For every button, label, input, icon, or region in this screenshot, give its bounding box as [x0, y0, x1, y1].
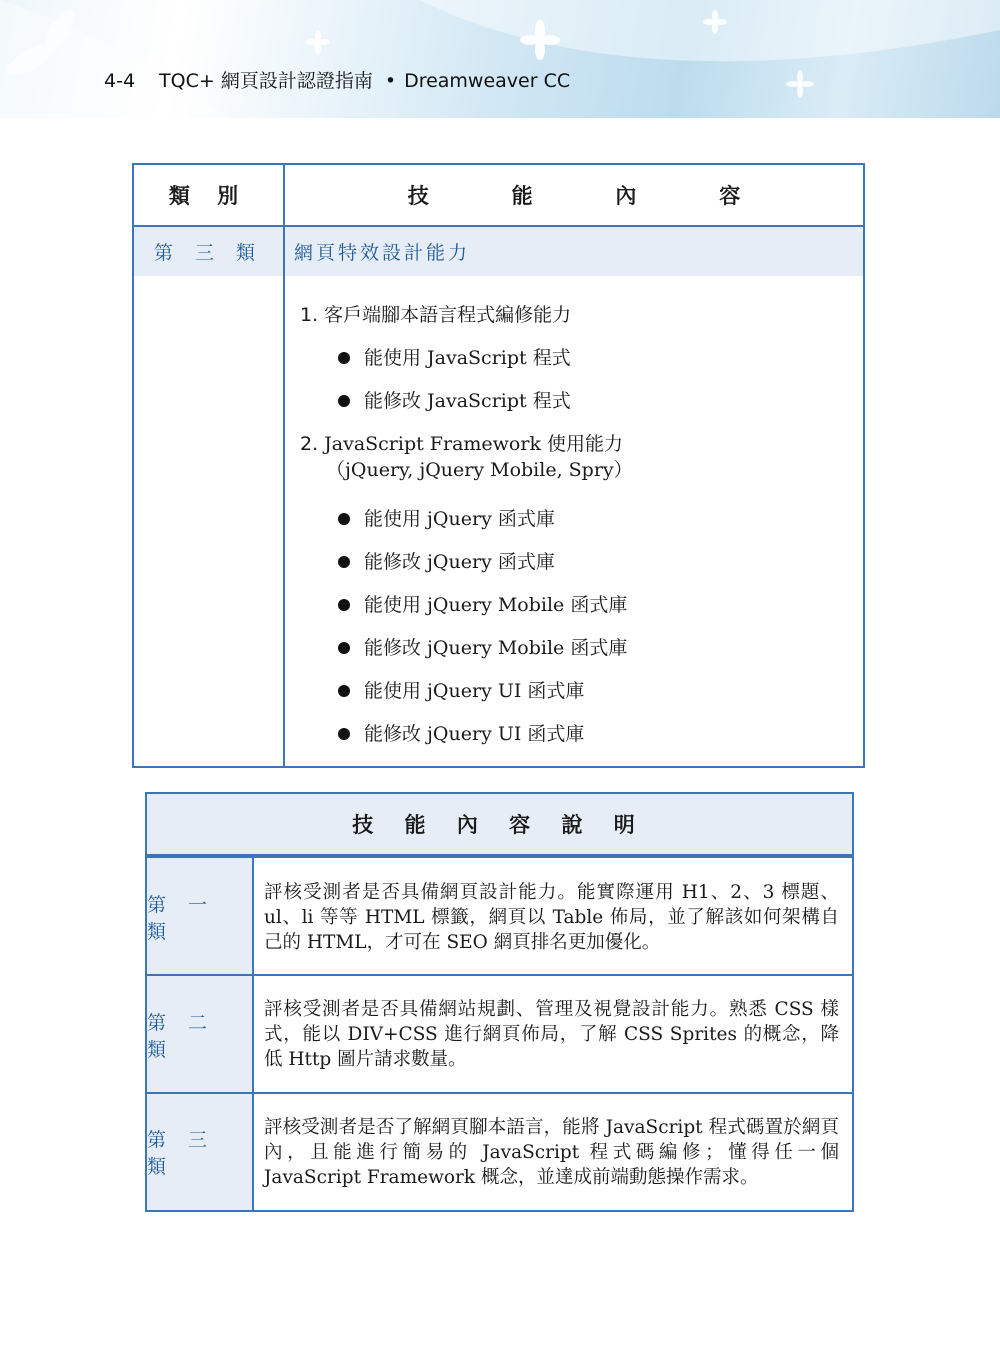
book-subtitle: Dreamweaver CC [404, 70, 571, 92]
header-skill-char: 內 [615, 184, 637, 208]
description-row [147, 1092, 852, 1210]
category-title: 網頁特效設計能力 [294, 242, 471, 264]
row-description-text: 評核受測者是否了解網頁腳本語言，能將 JavaScript 程式碼置於網頁內，且能進行簡易的 JavaScript 程式碼編修；懂得任一個 JavaScript Framework 概念，並達成前端動態操作需求。 [264, 1116, 839, 1188]
skills-list [300, 301, 860, 763]
description-row [147, 856, 852, 976]
description-row [147, 974, 852, 1093]
item-number: 1. [300, 304, 319, 326]
item-text: 客戶端腳本語言程式編修能力 [324, 304, 572, 326]
page-number: 4-4 [104, 70, 136, 92]
bullet-item [300, 634, 860, 677]
header-category: 類 別 [168, 184, 249, 208]
row-description [264, 1094, 839, 1210]
bullet-item [300, 344, 860, 387]
numbered-item [300, 301, 860, 344]
book-title: TQC+ 網頁設計認證指南 [159, 70, 373, 92]
bullet-text: 能使用 jQuery Mobile 函式庫 [364, 594, 628, 616]
skills-table [132, 163, 865, 768]
bullet-text: 能使用 jQuery 函式庫 [364, 508, 555, 530]
row-description-text: 評核受測者是否具備網頁設計能力。能實際運用 H1、2、3 標題、ul、li 等等 HTML 標籤，網頁以 Table 佈局，並了解該如何架構自己的 HTML，才可在 SEO 網頁排名更加優化。 [264, 881, 839, 953]
description-table-title: 技 能 內 容 說 明 [147, 794, 852, 856]
row-description-text: 評核受測者是否具備網站規劃、管理及視覺設計能力。熟悉 CSS 樣式，能以 DIV+CSS 進行網頁佈局，了解 CSS Sprites 的概念，降低 Http 圖片請求數量。 [264, 999, 839, 1070]
row-description [264, 858, 839, 976]
item-number: 2. [300, 433, 319, 455]
bullet-text: 能修改 jQuery Mobile 函式庫 [364, 637, 628, 659]
bullet-item [300, 591, 860, 634]
row-description [264, 976, 839, 1093]
column-divider [283, 165, 285, 766]
header-skill-char: 容 [719, 184, 741, 208]
bullet-item [300, 548, 860, 591]
bullet-item [300, 387, 860, 430]
bullet-text: 能使用 JavaScript 程式 [364, 347, 571, 369]
row-category: 第 三 類 [147, 1094, 254, 1210]
decorative-flowers [0, 0, 1000, 118]
bullet-text: 能使用 jQuery UI 函式庫 [364, 680, 585, 702]
header-skill-char: 能 [511, 184, 533, 208]
bullet-text: 能修改 jQuery UI 函式庫 [364, 723, 585, 745]
description-table [145, 792, 854, 1212]
bullet-item [300, 677, 860, 720]
item-text: JavaScript Framework 使用能力 [324, 433, 623, 455]
header-skill-char: 技 [407, 184, 429, 208]
bullet-item [300, 720, 860, 763]
category-label: 第 三 類 [153, 242, 264, 264]
bullet-text: 能修改 JavaScript 程式 [364, 390, 571, 412]
row-category: 第 二 類 [147, 976, 254, 1093]
header-skill-content [285, 165, 863, 225]
bullet-text: 能修改 jQuery 函式庫 [364, 551, 555, 573]
separator-bullet: • [384, 70, 397, 92]
running-header [104, 66, 570, 93]
item-subtext: （jQuery, jQuery Mobile, Spry） [326, 459, 633, 481]
header-banner [0, 0, 1000, 118]
row-category: 第 一 類 [147, 858, 254, 976]
bullet-item [300, 505, 860, 548]
